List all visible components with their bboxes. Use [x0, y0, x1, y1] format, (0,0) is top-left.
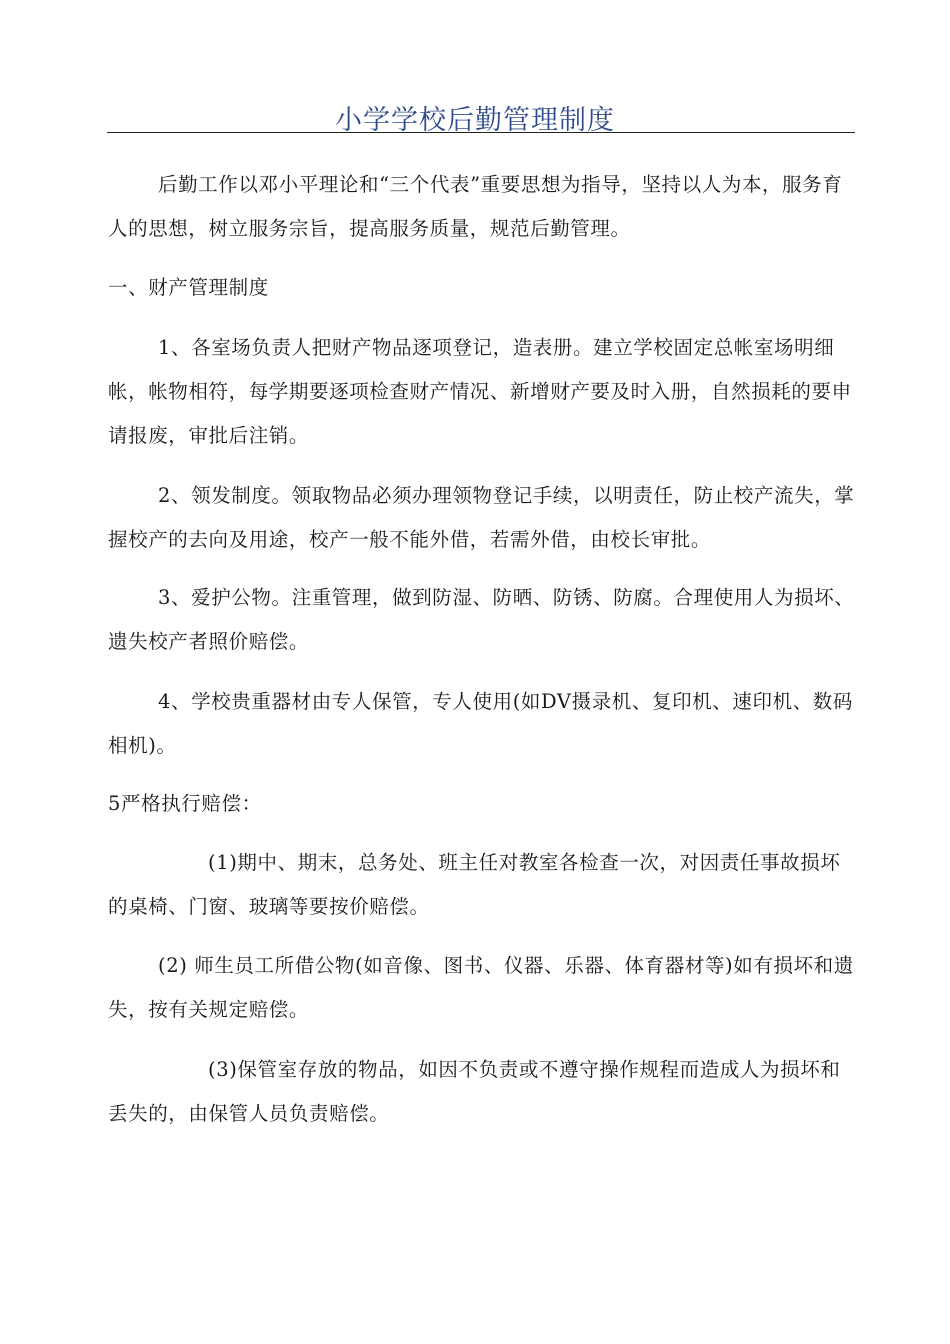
sub-item-text: 保管室存放的物品，如因不负责或不遵守操作规程而造成人为损坏和丢失的，由保管人员负责赔偿。: [108, 1058, 841, 1125]
sub-item-label: (1): [208, 851, 238, 874]
list-item: 1、各室场负责人把财产物品逐项登记，造表册。建立学校固定总帐室场明细帐，帐物相符，每学期要逐项检查财产情况、新增财产要及时入册，自然损耗的要申请报废，审批后注销。: [108, 336, 852, 447]
document-title: 小学学校后勤管理制度: [335, 105, 615, 136]
item5-heading: 5严格执行赔偿：: [108, 792, 262, 815]
list-item: 4、学校贵重器材由专人保管，专人使用(如DV摄录机、复印机、速印机、数码相机)。: [108, 690, 853, 757]
list-item: 2、领发制度。领取物品必须办理领物登记手续，以明责任，防止校产流失，掌握校产的去向及用途，校产一般不能外借，若需外借，由校长审批。: [108, 484, 855, 551]
sub-item-text: 期中、期末，总务处、班主任对教室各检查一次，对因责任事故损坏的桌椅、门窗、玻璃等要按价赔偿。: [108, 851, 841, 918]
sub-item-label: (3): [208, 1058, 238, 1081]
sub-item-label: (2): [158, 954, 188, 977]
intro-paragraph: 后勤工作以邓小平理论和“三个代表”重要思想为指导，坚持以人为本，服务育人的思想，树立服务宗旨，提高服务质量，规范后勤管理。: [108, 173, 843, 240]
title-underline: [107, 132, 855, 133]
sub-list-item: [108, 1048, 860, 1136]
sub-list-item: [108, 841, 860, 929]
sub-item-text: 师生员工所借公物(如音像、图书、仪器、乐器、体育器材等)如有损坏和遗失，按有关规定赔偿。: [108, 954, 854, 1021]
section-heading: 一、财产管理制度: [108, 276, 269, 299]
sub-list-item: [108, 944, 860, 1032]
list-item: 3、爱护公物。注重管理，做到防湿、防晒、防锈、防腐。合理使用人为损坏、遗失校产者照价赔偿。: [108, 586, 855, 653]
